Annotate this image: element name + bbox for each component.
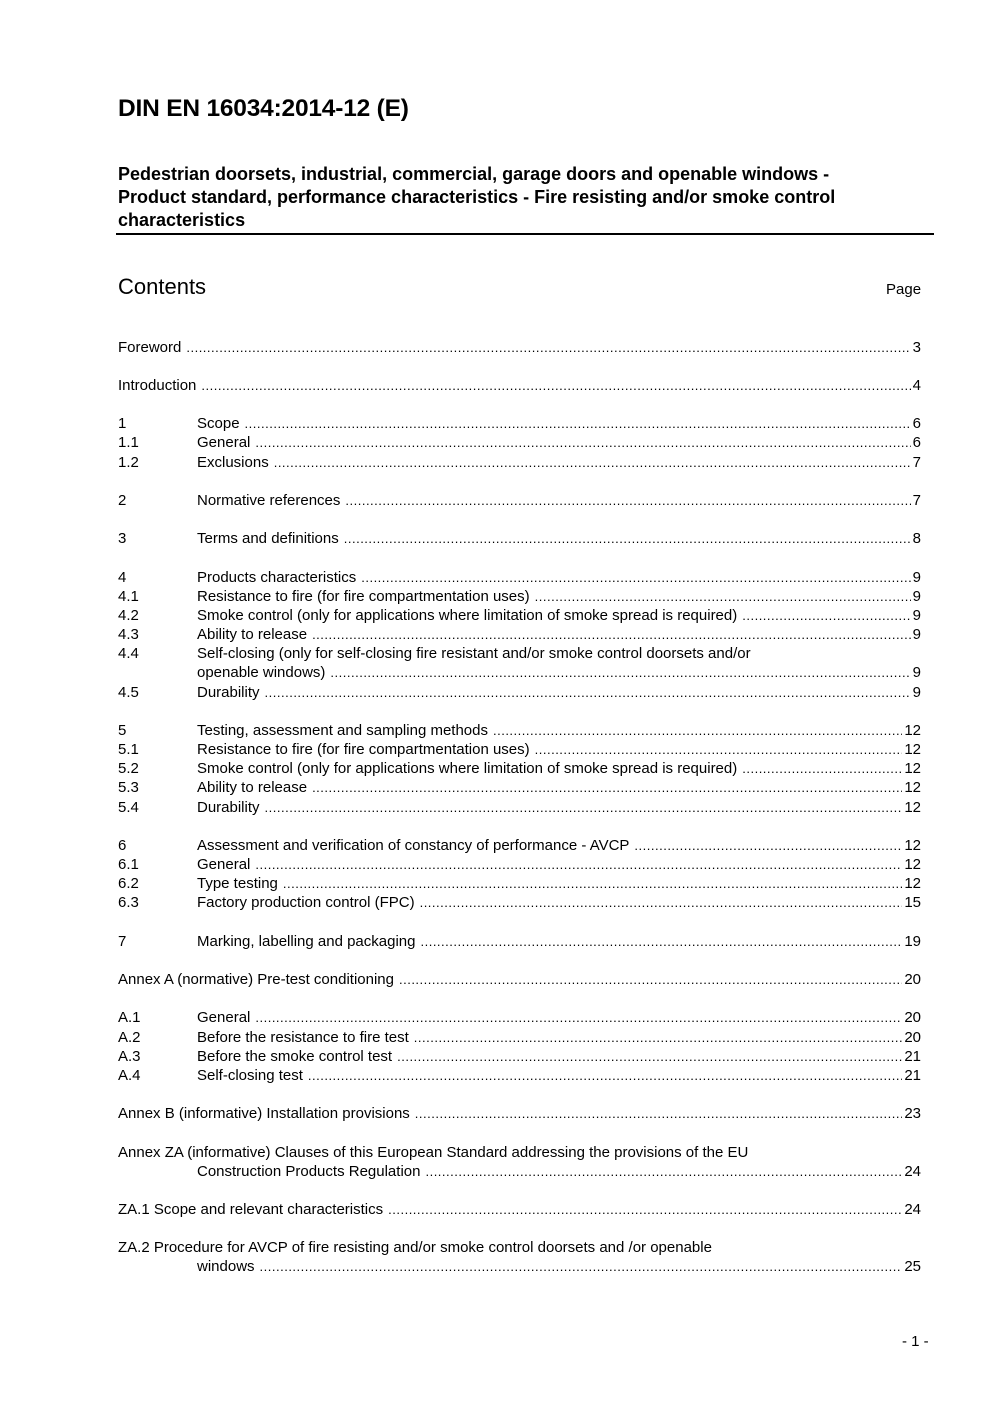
toc-entry[interactable] bbox=[118, 568, 921, 587]
toc-entry-title: Durability bbox=[197, 799, 260, 816]
toc-entry-title: Ability to release bbox=[197, 779, 308, 796]
toc-entry-page: 24 bbox=[904, 1163, 921, 1180]
toc-entry[interactable] bbox=[118, 932, 921, 951]
toc-leader-dots bbox=[312, 625, 911, 644]
title-line: Product standard, performance characteristics - Fire resisting and/or smoke control bbox=[118, 187, 836, 207]
toc-entry-number: A.3 bbox=[118, 1048, 141, 1065]
toc-entry-title: Normative references bbox=[197, 492, 341, 509]
toc-leader-dots bbox=[361, 568, 910, 587]
toc-leader-dots bbox=[265, 798, 903, 817]
toc-leader-dots bbox=[274, 453, 911, 472]
toc-leader-dots bbox=[388, 1200, 902, 1219]
toc-entry-title: Assessment and verification of constancy of performance - AVCP bbox=[197, 837, 630, 854]
toc-entry-page: 20 bbox=[904, 1009, 921, 1026]
toc-entry-number: A.1 bbox=[118, 1009, 141, 1026]
toc-entry-title-continued: windows bbox=[197, 1258, 255, 1275]
toc-entry-number: 1 bbox=[118, 415, 127, 432]
toc-leader-dots bbox=[344, 529, 911, 548]
toc-entry[interactable] bbox=[118, 855, 921, 874]
toc-entry-title: Foreword bbox=[118, 339, 182, 356]
toc-leader-dots bbox=[186, 338, 910, 357]
toc-entry[interactable] bbox=[118, 798, 921, 817]
toc-entry[interactable] bbox=[118, 970, 921, 989]
toc-leader-dots bbox=[312, 778, 902, 797]
toc-entry-number: 1.1 bbox=[118, 434, 139, 451]
toc-entry-title: Terms and definitions bbox=[197, 530, 339, 547]
toc-entry-number: 4.5 bbox=[118, 684, 139, 701]
toc-entry[interactable] bbox=[118, 1104, 921, 1123]
toc-entry-title: Scope bbox=[197, 415, 240, 432]
toc-entry-page: 9 bbox=[912, 569, 921, 586]
toc-entry-continuation[interactable] bbox=[118, 1162, 921, 1181]
toc-entry-title: Ability to release bbox=[197, 626, 308, 643]
page-number: - 1 - bbox=[902, 1333, 929, 1350]
toc-entry[interactable] bbox=[118, 453, 921, 472]
toc-entry-page: 20 bbox=[904, 1029, 921, 1046]
toc-entry[interactable] bbox=[118, 1008, 921, 1027]
title-divider bbox=[116, 233, 934, 235]
page-column-label: Page bbox=[886, 281, 922, 298]
toc-entry-title-continued: Construction Products Regulation bbox=[197, 1163, 421, 1180]
toc-entry-title: Before the resistance to fire test bbox=[197, 1029, 409, 1046]
toc-entry-page: 15 bbox=[904, 894, 921, 911]
toc-leader-dots bbox=[742, 606, 910, 625]
toc-leader-dots bbox=[425, 1162, 902, 1181]
toc-entry-page: 21 bbox=[904, 1048, 921, 1065]
toc-entry[interactable] bbox=[118, 625, 921, 644]
contents-heading: Contents bbox=[118, 274, 207, 299]
toc-leader-dots bbox=[260, 1257, 903, 1276]
toc-entry[interactable] bbox=[118, 587, 921, 606]
toc-entry-title: Type testing bbox=[197, 875, 278, 892]
toc-leader-dots bbox=[420, 932, 902, 951]
toc-leader-dots bbox=[201, 376, 910, 395]
toc-entry-number: 4.2 bbox=[118, 607, 139, 624]
toc-entry-title: General bbox=[197, 856, 251, 873]
toc-entry-page: 12 bbox=[904, 722, 921, 739]
toc-entry-number: 1.2 bbox=[118, 454, 139, 471]
toc-entry[interactable] bbox=[118, 376, 921, 395]
toc-entry-page: 9 bbox=[912, 607, 921, 624]
toc-leader-dots bbox=[399, 970, 902, 989]
toc-leader-dots bbox=[397, 1047, 902, 1066]
toc-entry-page: 20 bbox=[904, 971, 921, 988]
toc-entry-page: 6 bbox=[912, 415, 921, 432]
toc-entry[interactable] bbox=[118, 433, 921, 452]
toc-entry[interactable] bbox=[118, 1028, 921, 1047]
toc-entry-number: 6 bbox=[118, 837, 127, 854]
toc-entry-number: 5.2 bbox=[118, 760, 139, 777]
toc-entry-page: 7 bbox=[912, 454, 921, 471]
toc-entry[interactable] bbox=[118, 740, 921, 759]
toc-entry-title: General bbox=[197, 1009, 251, 1026]
toc-entry-title: Factory production control (FPC) bbox=[197, 894, 415, 911]
toc-entry[interactable] bbox=[118, 893, 921, 912]
toc-entry[interactable] bbox=[118, 1238, 921, 1257]
toc-entry-title: ZA.2 Procedure for AVCP of fire resisting and/or smoke control doorsets and /or openable bbox=[118, 1239, 712, 1256]
toc-entry-title: Annex ZA (informative) Clauses of this European Standard addressing the provisions of the EU bbox=[118, 1144, 749, 1161]
toc-entry-number: 3 bbox=[118, 530, 127, 547]
toc-entry[interactable] bbox=[118, 414, 921, 433]
toc-entry-page: 12 bbox=[904, 741, 921, 758]
toc-entry[interactable] bbox=[118, 1066, 921, 1085]
toc-entry-title: Smoke control (only for applications where limitation of smoke spread is required) bbox=[197, 760, 738, 777]
title-line: Pedestrian doorsets, industrial, commercial, garage doors and openable windows - bbox=[118, 164, 830, 184]
toc-leader-dots bbox=[245, 414, 911, 433]
toc-entry-page: 6 bbox=[912, 434, 921, 451]
toc-entry[interactable] bbox=[118, 338, 921, 357]
toc-entry-title: Self-closing test bbox=[197, 1067, 303, 1084]
toc-entry-page: 12 bbox=[904, 779, 921, 796]
toc-entry-continuation[interactable] bbox=[118, 1257, 921, 1276]
toc-entry-title-continued: openable windows) bbox=[197, 664, 326, 681]
toc-entry-title: Annex A (normative) Pre-test conditioning bbox=[118, 971, 394, 988]
toc-entry-title: Resistance to fire (for fire compartmentation uses) bbox=[197, 741, 530, 758]
toc-entry-title: Testing, assessment and sampling methods bbox=[197, 722, 488, 739]
toc-entry[interactable] bbox=[118, 644, 921, 663]
toc-entry-page: 12 bbox=[904, 856, 921, 873]
toc-entry[interactable] bbox=[118, 1047, 921, 1066]
toc-entry-page: 3 bbox=[912, 339, 921, 356]
toc-entry-number: A.2 bbox=[118, 1029, 141, 1046]
toc-leader-dots bbox=[308, 1066, 902, 1085]
toc-entry[interactable] bbox=[118, 874, 921, 893]
toc-entry-page: 8 bbox=[912, 530, 921, 547]
toc-entry-title: Annex B (informative) Installation provisions bbox=[118, 1105, 410, 1122]
toc-entry[interactable] bbox=[118, 683, 921, 702]
toc-entry[interactable] bbox=[118, 1200, 921, 1219]
toc-entry-title: General bbox=[197, 434, 251, 451]
toc-entry-title: Self-closing (only for self-closing fire resistant and/or smoke control doorsets and/or bbox=[197, 645, 751, 662]
toc-entry[interactable] bbox=[118, 778, 921, 797]
toc-entry-page: 19 bbox=[904, 933, 921, 950]
toc-leader-dots bbox=[493, 721, 902, 740]
toc-leader-dots bbox=[255, 433, 910, 452]
toc-entry-title: ZA.1 Scope and relevant characteristics bbox=[118, 1201, 384, 1218]
toc-entry[interactable] bbox=[118, 606, 921, 625]
toc-entry-number: 5 bbox=[118, 722, 127, 739]
toc-leader-dots bbox=[265, 683, 911, 702]
toc-entry-title: Introduction bbox=[118, 377, 197, 394]
toc-entry-page: 9 bbox=[912, 684, 921, 701]
toc-entry[interactable] bbox=[118, 721, 921, 740]
toc-entry-page: 7 bbox=[912, 492, 921, 509]
toc-entry-title: Durability bbox=[197, 684, 260, 701]
toc-entry-page: 24 bbox=[904, 1201, 921, 1218]
toc-leader-dots bbox=[330, 663, 910, 682]
toc-entry-page: 25 bbox=[904, 1258, 921, 1275]
toc-entry-page: 9 bbox=[912, 626, 921, 643]
document-id: DIN EN 16034:2014-12 (E) bbox=[118, 95, 409, 122]
toc-entry-number: 7 bbox=[118, 933, 127, 950]
toc-entry-number: 4 bbox=[118, 569, 127, 586]
toc-entry-title: Before the smoke control test bbox=[197, 1048, 393, 1065]
toc-entry-page: 9 bbox=[912, 664, 921, 681]
toc-leader-dots bbox=[414, 1028, 903, 1047]
toc-entry-number: 6.2 bbox=[118, 875, 139, 892]
toc-leader-dots bbox=[415, 1104, 903, 1123]
toc-entry-number: 5.1 bbox=[118, 741, 139, 758]
toc-entry-page: 21 bbox=[904, 1067, 921, 1084]
toc-entry-title: Marking, labelling and packaging bbox=[197, 933, 416, 950]
toc-entry-title: Exclusions bbox=[197, 454, 269, 471]
document-title bbox=[118, 163, 928, 232]
toc-entry-number: 6.1 bbox=[118, 856, 139, 873]
toc-entry[interactable] bbox=[118, 836, 921, 855]
toc-entry-title: Resistance to fire (for fire compartmentation uses) bbox=[197, 588, 530, 605]
toc-entry-number: 4.3 bbox=[118, 626, 139, 643]
toc-entry-number: 6.3 bbox=[118, 894, 139, 911]
toc-entry[interactable] bbox=[118, 759, 921, 778]
toc-entry-page: 12 bbox=[904, 799, 921, 816]
toc-leader-dots bbox=[420, 893, 903, 912]
title-line: characteristics bbox=[118, 210, 246, 230]
toc-leader-dots bbox=[255, 1008, 902, 1027]
toc-entry-number: 4.1 bbox=[118, 588, 139, 605]
toc-entry-page: 12 bbox=[904, 837, 921, 854]
toc-entry[interactable] bbox=[118, 1143, 921, 1162]
toc-leader-dots bbox=[535, 587, 911, 606]
toc-leader-dots bbox=[255, 855, 902, 874]
toc-leader-dots bbox=[742, 759, 902, 778]
toc-entry-title: Smoke control (only for applications where limitation of smoke spread is required) bbox=[197, 607, 738, 624]
toc-entry-page: 12 bbox=[904, 760, 921, 777]
toc-leader-dots bbox=[283, 874, 902, 893]
toc-entry-page: 23 bbox=[904, 1105, 921, 1122]
toc-entry-continuation[interactable] bbox=[118, 663, 921, 682]
toc-entry-number: 5.3 bbox=[118, 779, 139, 796]
toc-entry-number: 2 bbox=[118, 492, 127, 509]
toc-entry[interactable] bbox=[118, 529, 921, 548]
toc-leader-dots bbox=[634, 836, 902, 855]
toc-entry-page: 4 bbox=[912, 377, 921, 394]
toc-entry-title: Products characteristics bbox=[197, 569, 357, 586]
toc-leader-dots bbox=[345, 491, 910, 510]
toc-entry[interactable] bbox=[118, 491, 921, 510]
toc-entry-number: A.4 bbox=[118, 1067, 141, 1084]
toc-entry-number: 5.4 bbox=[118, 799, 139, 816]
toc-leader-dots bbox=[535, 740, 903, 759]
toc-entry-number: 4.4 bbox=[118, 645, 139, 662]
toc-entry-page: 12 bbox=[904, 875, 921, 892]
toc-entry-page: 9 bbox=[912, 588, 921, 605]
